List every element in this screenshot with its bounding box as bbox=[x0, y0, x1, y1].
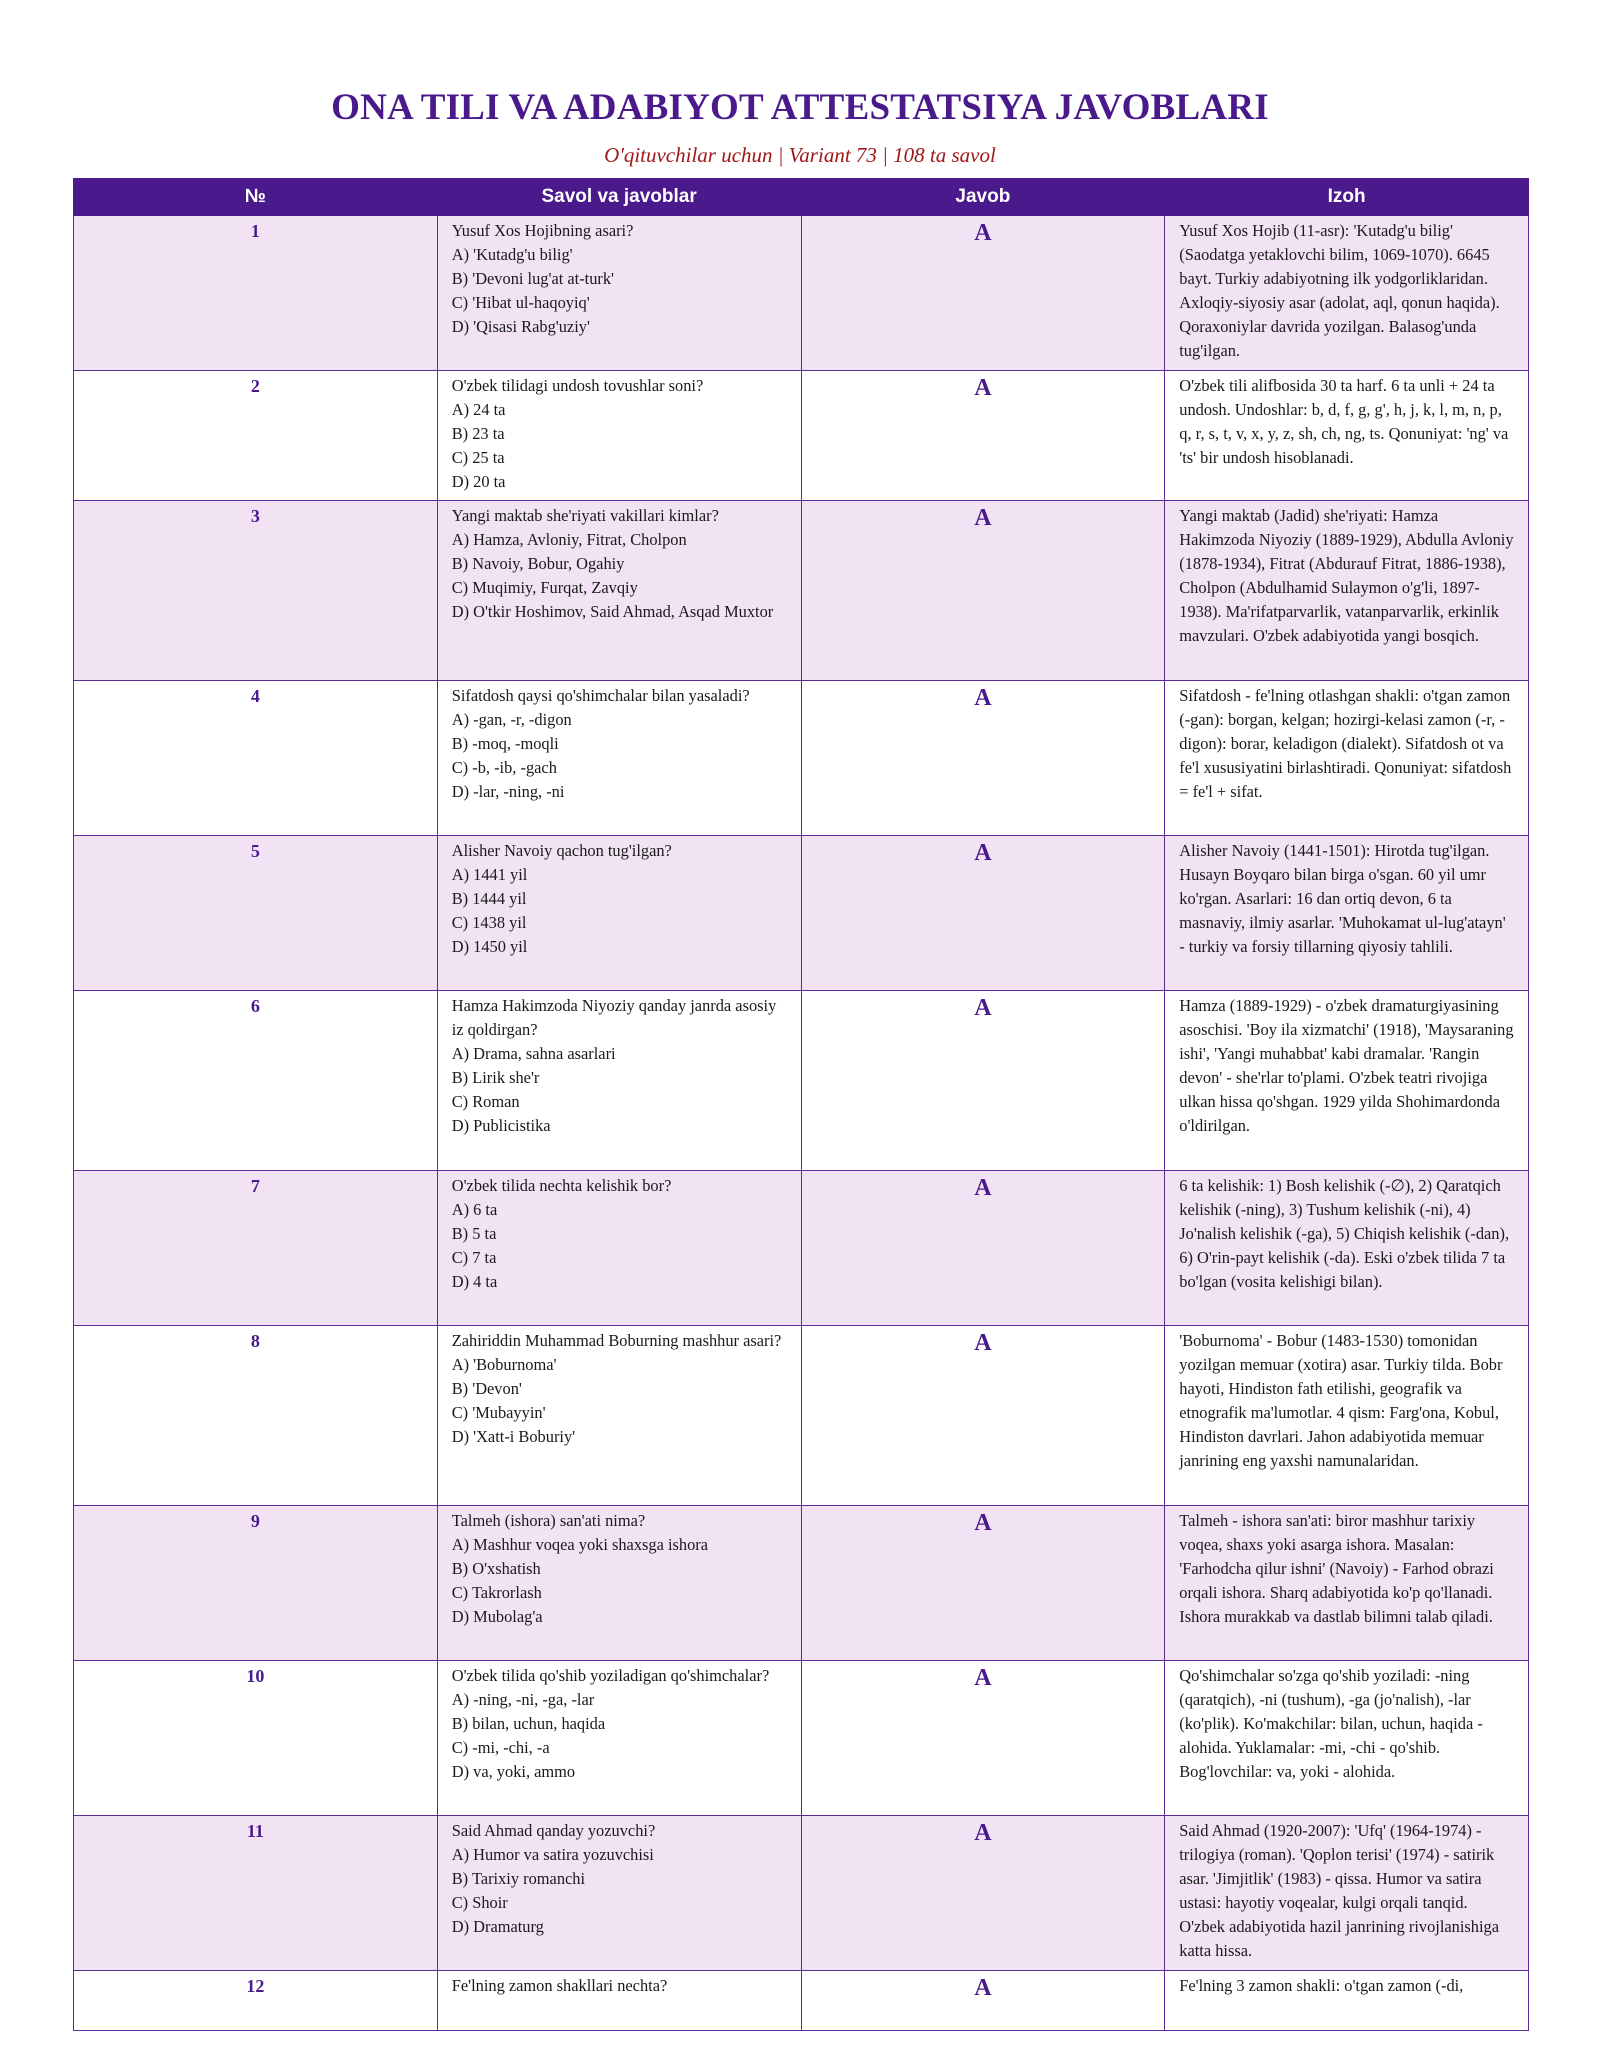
answer-option: D) Dramaturg bbox=[451, 1917, 544, 1936]
explanation-note: Yusuf Xos Hojib (11-asr): 'Kutadg'u bilig' (Saodatga yetaklovchi bilim, 1069-1070). 6645 bayt. Turkiy adabiyotning ilk yodgorliklaridan. Axloqiy-siyosiy asar (adolat, aql, qonun haqida). Qoraxoniylar davrida yozilgan. Balasog'unda tug'ilgan. bbox=[1165, 216, 1529, 371]
question-cell bbox=[437, 216, 801, 371]
answer-option: C) 'Hibat ul-haqoyiq' bbox=[451, 293, 590, 312]
answer-option: A) 'Kutadg'u bilig' bbox=[451, 245, 573, 264]
question-number: 12 bbox=[74, 1971, 438, 2031]
question-cell bbox=[437, 681, 801, 836]
question-cell bbox=[437, 836, 801, 991]
answer-option: A) 24 ta bbox=[451, 400, 506, 419]
answer-option: C) Muqimiy, Furqat, Zavqiy bbox=[451, 578, 638, 597]
table-row bbox=[74, 1171, 1529, 1326]
explanation-note: O'zbek tili alifbosida 30 ta harf. 6 ta unli + 24 ta undosh. Undoshlar: b, d, f, g, g', h, j, k, l, m, n, p, q, r, s, t, v, x, y, z, sh, ch, ng, ts. Qonuniyat: 'ng' va 'ts' bir undosh hisoblanadi. bbox=[1165, 371, 1529, 501]
table-row bbox=[74, 681, 1529, 836]
question-cell bbox=[437, 371, 801, 501]
answer-option: A) Drama, sahna asarlari bbox=[451, 1044, 616, 1063]
table-row bbox=[74, 836, 1529, 991]
answer-option: D) Publicistika bbox=[451, 1116, 551, 1135]
question-text: Hamza Hakimzoda Niyoziy qanday janrda asosiy iz qoldirgan? bbox=[451, 996, 777, 1039]
question-text: O'zbek tilida nechta kelishik bor? bbox=[451, 1176, 672, 1195]
answer-option: D) 'Qisasi Rabg'uziy' bbox=[451, 317, 590, 336]
correct-answer: A bbox=[801, 1661, 1165, 1816]
question-cell bbox=[437, 1816, 801, 1971]
question-text: O'zbek tilida qo'shib yoziladigan qo'shimchalar? bbox=[451, 1666, 770, 1685]
answer-option: B) -moq, -moqli bbox=[451, 734, 559, 753]
answer-option: C) Roman bbox=[451, 1092, 520, 1111]
question-text: Alisher Navoiy qachon tug'ilgan? bbox=[451, 841, 672, 860]
answer-option: A) Hamza, Avloniy, Fitrat, Cholpon bbox=[451, 530, 687, 549]
answer-option: C) 7 ta bbox=[451, 1248, 497, 1267]
header-note: Izoh bbox=[1165, 179, 1529, 216]
explanation-note: Qo'shimchalar so'zga qo'shib yoziladi: -ning (qaratqich), -ni (tushum), -ga (jo'nalish), -lar (ko'plik). Ko'makchilar: bilan, uchun, haqida - alohida. Yuklamalar: -mi, -chi - qo'shib. Bog'lovchilar: va, yoki - alohida. bbox=[1165, 1661, 1529, 1816]
question-text: O'zbek tilidagi undosh tovushlar soni? bbox=[451, 376, 704, 395]
table-header bbox=[74, 179, 1529, 216]
answer-option: C) Shoir bbox=[451, 1893, 508, 1912]
answer-option: C) Takrorlash bbox=[451, 1583, 542, 1602]
explanation-note: Alisher Navoiy (1441-1501): Hirotda tug'ilgan. Husayn Boyqaro bilan birga o'sgan. 60 yil umr ko'rgan. Asarlari: 16 dan ortiq devon, 6 ta masnaviy, ilmiy asarlar. 'Muhokamat ul-lug'atayn' - turkiy va forsiy tillarning qiyosiy tahlili. bbox=[1165, 836, 1529, 991]
explanation-note: 6 ta kelishik: 1) Bosh kelishik (-∅), 2) Qaratqich kelishik (-ning), 3) Tushum kelishik (-ni), 4) Jo'nalish kelishik (-ga), 5) Chiqish kelishik (-dan), 6) O'rin-payt kelishik (-da). Eski o'zbek tilida 7 ta bo'lgan (vosita kelishigi bilan). bbox=[1165, 1171, 1529, 1326]
correct-answer: A bbox=[801, 1171, 1165, 1326]
table-body bbox=[74, 216, 1529, 2031]
question-number: 4 bbox=[74, 681, 438, 836]
answer-option: B) 'Devon' bbox=[451, 1379, 522, 1398]
header-question: Savol va javoblar bbox=[437, 179, 801, 216]
question-number: 10 bbox=[74, 1661, 438, 1816]
question-number: 6 bbox=[74, 991, 438, 1171]
answer-option: C) -b, -ib, -gach bbox=[451, 758, 557, 777]
question-number: 5 bbox=[74, 836, 438, 991]
question-number: 7 bbox=[74, 1171, 438, 1326]
answer-option: B) O'xshatish bbox=[451, 1559, 541, 1578]
question-cell bbox=[437, 991, 801, 1171]
question-cell bbox=[437, 1661, 801, 1816]
correct-answer: A bbox=[801, 1971, 1165, 2031]
correct-answer: A bbox=[801, 836, 1165, 991]
table-row bbox=[74, 1506, 1529, 1661]
document-subtitle: O'qituvchilar uchun | Variant 73 | 108 ta savol bbox=[604, 143, 996, 167]
explanation-note: Hamza (1889-1929) - o'zbek dramaturgiyasining asoschisi. 'Boy ila xizmatchi' (1918), 'Maysaraning ishi', 'Yangi muhabbat' kabi dramalar. 'Rangin devon' - she'rlar to'plami. O'zbek teatri rivojiga ulkan hissa qo'shgan. 1929 yilda Shohimardonda o'ldirilgan. bbox=[1165, 991, 1529, 1171]
question-cell bbox=[437, 1506, 801, 1661]
answer-option: A) -ning, -ni, -ga, -lar bbox=[451, 1690, 595, 1709]
answer-option: A) -gan, -r, -digon bbox=[451, 710, 572, 729]
question-number: 11 bbox=[74, 1816, 438, 1971]
table-row bbox=[74, 991, 1529, 1171]
explanation-note: Said Ahmad (1920-2007): 'Ufq' (1964-1974) - trilogiya (roman). 'Qoplon terisi' (1974) - satirik asar. 'Jimjitlik' (1983) - qissa. Humor va satira ustasi: hayotiy voqealar, kulgi orqali tanqid. O'zbek adabiyotida hazil janrining rivojlanishiga katta hissa. bbox=[1165, 1816, 1529, 1971]
question-text: Fe'lning zamon shakllari nechta? bbox=[451, 1976, 668, 1995]
header-number: № bbox=[74, 179, 438, 216]
question-text: Talmeh (ishora) san'ati nima? bbox=[451, 1511, 646, 1530]
answer-option: B) Lirik she'r bbox=[451, 1068, 540, 1087]
question-number: 9 bbox=[74, 1506, 438, 1661]
answer-option: D) va, yoki, ammo bbox=[451, 1762, 576, 1781]
answers-table-container bbox=[73, 178, 1528, 2001]
answer-option: C) 1438 yil bbox=[451, 913, 527, 932]
question-text: Yusuf Xos Hojibning asari? bbox=[451, 221, 634, 240]
answer-option: D) -lar, -ning, -ni bbox=[451, 782, 565, 801]
answer-option: B) 5 ta bbox=[451, 1224, 497, 1243]
answer-option: B) 23 ta bbox=[451, 424, 505, 443]
table-row bbox=[74, 216, 1529, 371]
correct-answer: A bbox=[801, 991, 1165, 1171]
answer-option: D) Mubolag'a bbox=[451, 1607, 543, 1626]
table-row bbox=[74, 501, 1529, 681]
table-row bbox=[74, 371, 1529, 501]
question-cell bbox=[437, 1171, 801, 1326]
answer-option: A) Humor va satira yozuvchisi bbox=[451, 1845, 654, 1864]
table-row bbox=[74, 1971, 1529, 2031]
correct-answer: A bbox=[801, 371, 1165, 501]
question-number: 3 bbox=[74, 501, 438, 681]
correct-answer: A bbox=[801, 501, 1165, 681]
question-cell bbox=[437, 501, 801, 681]
table-row bbox=[74, 1661, 1529, 1816]
question-cell bbox=[437, 1971, 801, 2031]
explanation-note: Fe'lning 3 zamon shakli: o'tgan zamon (-di, bbox=[1165, 1971, 1529, 2031]
question-number: 8 bbox=[74, 1326, 438, 1506]
question-text: Sifatdosh qaysi qo'shimchalar bilan yasaladi? bbox=[451, 686, 750, 705]
answer-option: A) 6 ta bbox=[451, 1200, 498, 1219]
answer-option: B) Tarixiy romanchi bbox=[451, 1869, 586, 1888]
document-title: ONA TILI VA ADABIYOT ATTESTATSIYA JAVOBLARI bbox=[331, 87, 1269, 128]
answer-option: B) 1444 yil bbox=[451, 889, 527, 908]
answer-option: D) O'tkir Hoshimov, Said Ahmad, Asqad Muxtor bbox=[451, 602, 774, 621]
answer-option: D) 'Xatt-i Boburiy' bbox=[451, 1427, 576, 1446]
correct-answer: A bbox=[801, 1816, 1165, 1971]
answer-option: C) 25 ta bbox=[451, 448, 505, 467]
question-number: 1 bbox=[74, 216, 438, 371]
explanation-note: Sifatdosh - fe'lning otlashgan shakli: o'tgan zamon (-gan): borgan, kelgan; hozirgi-kelasi zamon (-r, -digon): borar, keladigon (dialekt). Sifatdosh ot va fe'l xususiyatini birlashtiradi. Qonuniyat: sifatdosh = fe'l + sifat. bbox=[1165, 681, 1529, 836]
correct-answer: A bbox=[801, 1326, 1165, 1506]
answer-option: A) Mashhur voqea yoki shaxsga ishora bbox=[451, 1535, 709, 1554]
answer-option: C) -mi, -chi, -a bbox=[451, 1738, 550, 1757]
answer-option: A) 1441 yil bbox=[451, 865, 528, 884]
table-row bbox=[74, 1326, 1529, 1506]
correct-answer: A bbox=[801, 1506, 1165, 1661]
answer-option: C) 'Mubayyin' bbox=[451, 1403, 546, 1422]
answer-option: D) 4 ta bbox=[451, 1272, 498, 1291]
answers-table bbox=[73, 178, 1529, 2031]
question-text: Zahiriddin Muhammad Boburning mashhur asari? bbox=[451, 1331, 782, 1350]
question-cell bbox=[437, 1326, 801, 1506]
header-answer: Javob bbox=[801, 179, 1165, 216]
correct-answer: A bbox=[801, 216, 1165, 371]
explanation-note: Yangi maktab (Jadid) she'riyati: Hamza Hakimzoda Niyoziy (1889-1929), Abdulla Avloniy (1878-1934), Fitrat (Abdurauf Fitrat, 1886-1938), Cholpon (Abdulhamid Sulaymon o'g'li, 1897-1938). Ma'rifatparvarlik, vatanparvarlik, erkinlik mavzulari. O'zbek adabiyotida yangi bosqich. bbox=[1165, 501, 1529, 681]
question-text: Yangi maktab she'riyati vakillari kimlar? bbox=[451, 506, 719, 525]
explanation-note: 'Boburnoma' - Bobur (1483-1530) tomonidan yozilgan memuar (xotira) asar. Turkiy tilda. Bobr hayoti, Hindiston fath etilishi, geografik va etnografik ma'lumotlar. 4 qism: Farg'ona, Kobul, Hindiston davrlari. Jahon adabiyotida memuar janrining eng yaxshi namunalaridan. bbox=[1165, 1326, 1529, 1506]
question-number: 2 bbox=[74, 371, 438, 501]
answer-option: B) bilan, uchun, haqida bbox=[451, 1714, 606, 1733]
answer-option: D) 1450 yil bbox=[451, 937, 528, 956]
answer-option: B) 'Devoni lug'at at-turk' bbox=[451, 269, 615, 288]
correct-answer: A bbox=[801, 681, 1165, 836]
explanation-note: Talmeh - ishora san'ati: biror mashhur tarixiy voqea, shaxs yoki asarga ishora. Masalan: 'Farhodcha qilur ishni' (Navoiy) - Farhod obrazi orqali ishora. Sharq adabiyotida ko'p qo'llanadi. Ishora murakkab va dastlab bilimni talab qiladi. bbox=[1165, 1506, 1529, 1661]
answer-option: D) 20 ta bbox=[451, 472, 506, 491]
answer-option: B) Navoiy, Bobur, Ogahiy bbox=[451, 554, 625, 573]
question-text: Said Ahmad qanday yozuvchi? bbox=[451, 1821, 656, 1840]
table-row bbox=[74, 1816, 1529, 1971]
answer-option: A) 'Boburnoma' bbox=[451, 1355, 557, 1374]
